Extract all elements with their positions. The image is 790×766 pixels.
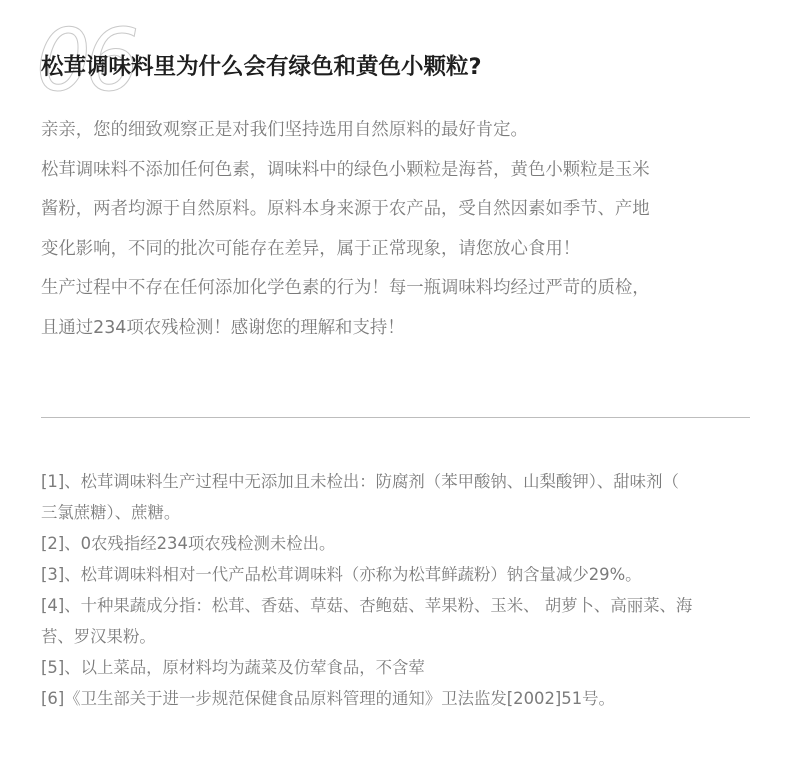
question-title: 松茸调味料里为什么会有绿色和黄色小颗粒? (41, 54, 482, 80)
section-divider (41, 417, 750, 418)
footnote-line: 苔、罗汉果粉。 (41, 627, 156, 646)
answer-body (41, 111, 761, 349)
footnote-line: [5]、以上菜品，原材料均为蔬菜及仿荤食品，不含荤 (41, 658, 425, 677)
section-number-watermark: 06 (36, 11, 134, 111)
answer-line: 酱粉，两者均源于自然原料。原料本身来源于农产品，受自然因素如季节、产地 (41, 199, 650, 220)
answer-line: 亲亲，您的细致观察正是对我们坚持选用自然原料的最好肯定。 (41, 120, 528, 140)
answer-line: 且通过234项农残检测！感谢您的理解和支持！ (41, 317, 405, 338)
footnote-line: [4]、十种果蔬成分指：松茸、香菇、草菇、杏鲍菇、苹果粉、玉米、 胡萝卜、高丽菜、海 (41, 596, 693, 615)
footnote-line: 三氯蔗糖）、蔗糖。 (41, 503, 181, 522)
footnote-line: [6]《卫生部关于进一步规范保健食品原料管理的通知》卫法监发[2002]51号。 (41, 689, 615, 708)
footnote-line: [1]、松茸调味料生产过程中无添加且未检出：防腐剂（苯甲酸钠、山梨酸钾）、甜味剂（ (41, 472, 679, 491)
answer-line: 松茸调味料不添加任何色素，调味料中的绿色小颗粒是海苔，黄色小颗粒是玉米 (41, 159, 650, 180)
footnotes (41, 466, 761, 714)
answer-line: 变化影响，不同的批次可能存在差异，属于正常现象，请您放心食用！ (41, 238, 581, 259)
answer-line: 生产过程中不存在任何添加化学色素的行为！每一瓶调味料均经过严苛的质检， (41, 278, 650, 299)
footnote-line: [2]、0农残指经234项农残检测未检出。 (41, 534, 336, 553)
footnote-line: [3]、松茸调味料相对一代产品松茸调味料（亦称为松茸鲜蔬粉）钠含量减少29%。 (41, 565, 642, 584)
